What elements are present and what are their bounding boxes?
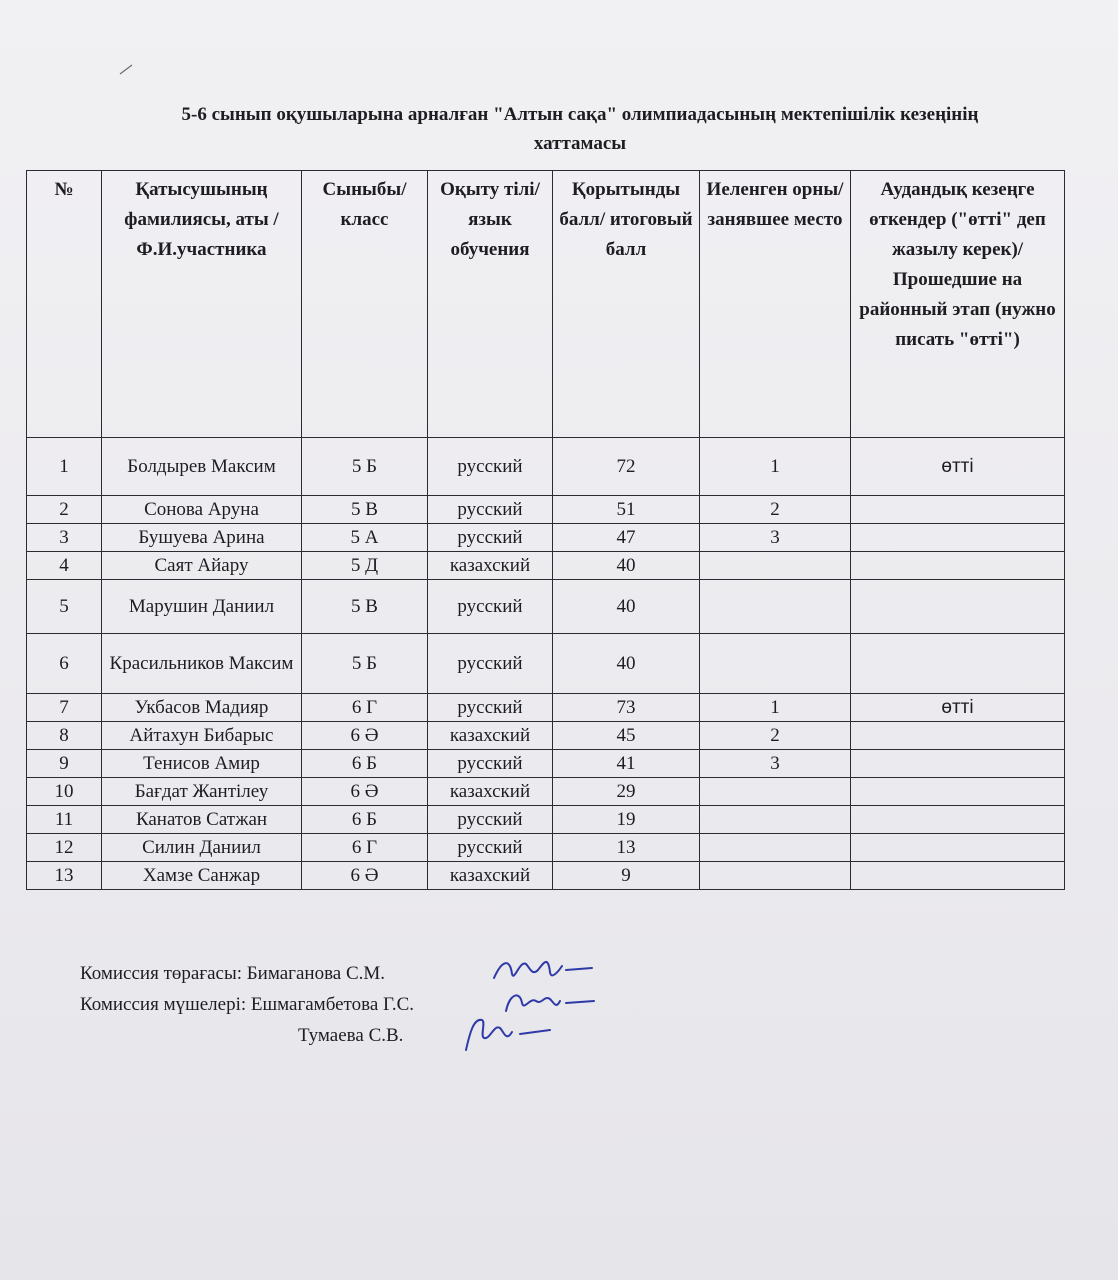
table-row [27, 552, 1065, 580]
cell-name: Канатов Сатжан [102, 806, 302, 834]
chair-label: Комиссия төрағасы: Бимаганова С.М. [80, 963, 386, 984]
document-title [60, 100, 1100, 158]
cell-name: Силин Даниил [102, 834, 302, 862]
cell-score: 73 [553, 694, 700, 722]
table-row [27, 806, 1065, 834]
cell-name: Болдырев Максим [102, 438, 302, 496]
header-language: Оқыту тілі/ язык обучения [428, 171, 553, 438]
cell-place [700, 806, 851, 834]
cell-place: 3 [700, 750, 851, 778]
cell-num: 11 [27, 806, 102, 834]
cell-score: 45 [553, 722, 700, 750]
members-label: Комиссия мүшелері: Ешмагамбетова Г.С. [80, 994, 415, 1015]
cell-language: казахский [428, 722, 553, 750]
cell-passed [851, 862, 1065, 890]
cell-score: 47 [553, 524, 700, 552]
cell-num: 8 [27, 722, 102, 750]
cell-place [700, 580, 851, 634]
cell-passed [851, 496, 1065, 524]
cell-name: Тенисов Амир [102, 750, 302, 778]
cell-class: 6 Ә [302, 722, 428, 750]
cell-num: 5 [27, 580, 102, 634]
cell-score: 51 [553, 496, 700, 524]
cell-num: 4 [27, 552, 102, 580]
cell-language: русский [428, 694, 553, 722]
cell-passed [851, 552, 1065, 580]
cell-place [700, 862, 851, 890]
cell-passed: өтті [851, 694, 1065, 722]
header-place: Иеленген орны/ занявшее место [700, 171, 851, 438]
cell-name: Саят Айару [102, 552, 302, 580]
cell-place [700, 634, 851, 694]
header-num: № [27, 171, 102, 438]
cell-place: 2 [700, 496, 851, 524]
cell-score: 72 [553, 438, 700, 496]
table-row [27, 694, 1065, 722]
cell-score: 9 [553, 862, 700, 890]
cell-language: русский [428, 524, 553, 552]
table-row [27, 634, 1065, 694]
cell-name: Хамзе Санжар [102, 862, 302, 890]
cell-num: 6 [27, 634, 102, 694]
cell-class: 6 Б [302, 750, 428, 778]
table-row [27, 750, 1065, 778]
cell-language: казахский [428, 778, 553, 806]
cell-score: 29 [553, 778, 700, 806]
header-passed: Аудандық кезеңге өткендер ("өтті" деп жазылу керек)/ Прошедшие на районный этап (нужно писать "өтті") [851, 171, 1065, 438]
cell-class: 5 В [302, 580, 428, 634]
table-row [27, 722, 1065, 750]
cell-class: 5 Д [302, 552, 428, 580]
signature-line-member-1 [80, 989, 780, 1020]
signatures-block [80, 958, 780, 1051]
cell-class: 6 Г [302, 694, 428, 722]
cell-language: русский [428, 750, 553, 778]
cell-score: 40 [553, 552, 700, 580]
table-row [27, 496, 1065, 524]
cell-score: 41 [553, 750, 700, 778]
cell-num: 9 [27, 750, 102, 778]
cell-num: 1 [27, 438, 102, 496]
cell-name: Красильников Максим [102, 634, 302, 694]
cell-language: русский [428, 438, 553, 496]
cell-class: 5 Б [302, 634, 428, 694]
signature-member-2 [456, 1012, 556, 1054]
cell-passed [851, 524, 1065, 552]
header-score: Қорытынды балл/ итоговый балл [553, 171, 700, 438]
cell-passed [851, 834, 1065, 862]
cell-num: 10 [27, 778, 102, 806]
cell-language: русский [428, 834, 553, 862]
cell-num: 13 [27, 862, 102, 890]
cell-place: 1 [700, 438, 851, 496]
cell-language: русский [428, 634, 553, 694]
member-2-name: Тумаева С.В. [298, 1025, 404, 1046]
header-name: Қатысушының фамилиясы, аты /Ф.И.участника [102, 171, 302, 438]
cell-score: 19 [553, 806, 700, 834]
cell-passed [851, 778, 1065, 806]
cell-name: Марушин Даниил [102, 580, 302, 634]
cell-name: Бағдат Жантілеу [102, 778, 302, 806]
table-header-row [27, 171, 1065, 438]
cell-class: 6 Б [302, 806, 428, 834]
cell-class: 6 Г [302, 834, 428, 862]
cell-language: русский [428, 806, 553, 834]
cell-num: 12 [27, 834, 102, 862]
results-table [26, 170, 1065, 890]
table-row [27, 438, 1065, 496]
cell-passed [851, 634, 1065, 694]
cell-language: русский [428, 580, 553, 634]
cell-passed: өтті [851, 438, 1065, 496]
table-row [27, 862, 1065, 890]
cell-name: Айтахун Бибарыс [102, 722, 302, 750]
cell-place [700, 834, 851, 862]
cell-name: Укбасов Мадияр [102, 694, 302, 722]
table-row [27, 834, 1065, 862]
signature-line-chair [80, 958, 780, 989]
header-class: Сыныбы/класс [302, 171, 428, 438]
cell-class: 6 Ә [302, 778, 428, 806]
cell-num: 3 [27, 524, 102, 552]
cell-place: 1 [700, 694, 851, 722]
cell-class: 5 Б [302, 438, 428, 496]
title-line-1: 5-6 сынып оқушыларына арналған "Алтын сақа" олимпиадасының мектепішілік кезеңінің [181, 104, 979, 125]
cell-name: Сонова Аруна [102, 496, 302, 524]
cell-passed [851, 750, 1065, 778]
table-row [27, 778, 1065, 806]
cell-name: Бушуева Арина [102, 524, 302, 552]
cell-place [700, 552, 851, 580]
cell-place: 2 [700, 722, 851, 750]
cell-num: 7 [27, 694, 102, 722]
cell-language: русский [428, 496, 553, 524]
signature-line-member-2 [80, 1020, 780, 1051]
cell-class: 5 А [302, 524, 428, 552]
table-row [27, 580, 1065, 634]
cell-score: 40 [553, 580, 700, 634]
cell-class: 5 В [302, 496, 428, 524]
table-row [27, 524, 1065, 552]
cell-score: 40 [553, 634, 700, 694]
cell-passed [851, 722, 1065, 750]
cell-place: 3 [700, 524, 851, 552]
pen-mark [118, 62, 136, 76]
cell-num: 2 [27, 496, 102, 524]
cell-class: 6 Ә [302, 862, 428, 890]
cell-passed [851, 580, 1065, 634]
cell-place [700, 778, 851, 806]
title-line-2: хаттамасы [533, 133, 627, 154]
cell-score: 13 [553, 834, 700, 862]
cell-language: казахский [428, 552, 553, 580]
cell-passed [851, 806, 1065, 834]
cell-language: казахский [428, 862, 553, 890]
